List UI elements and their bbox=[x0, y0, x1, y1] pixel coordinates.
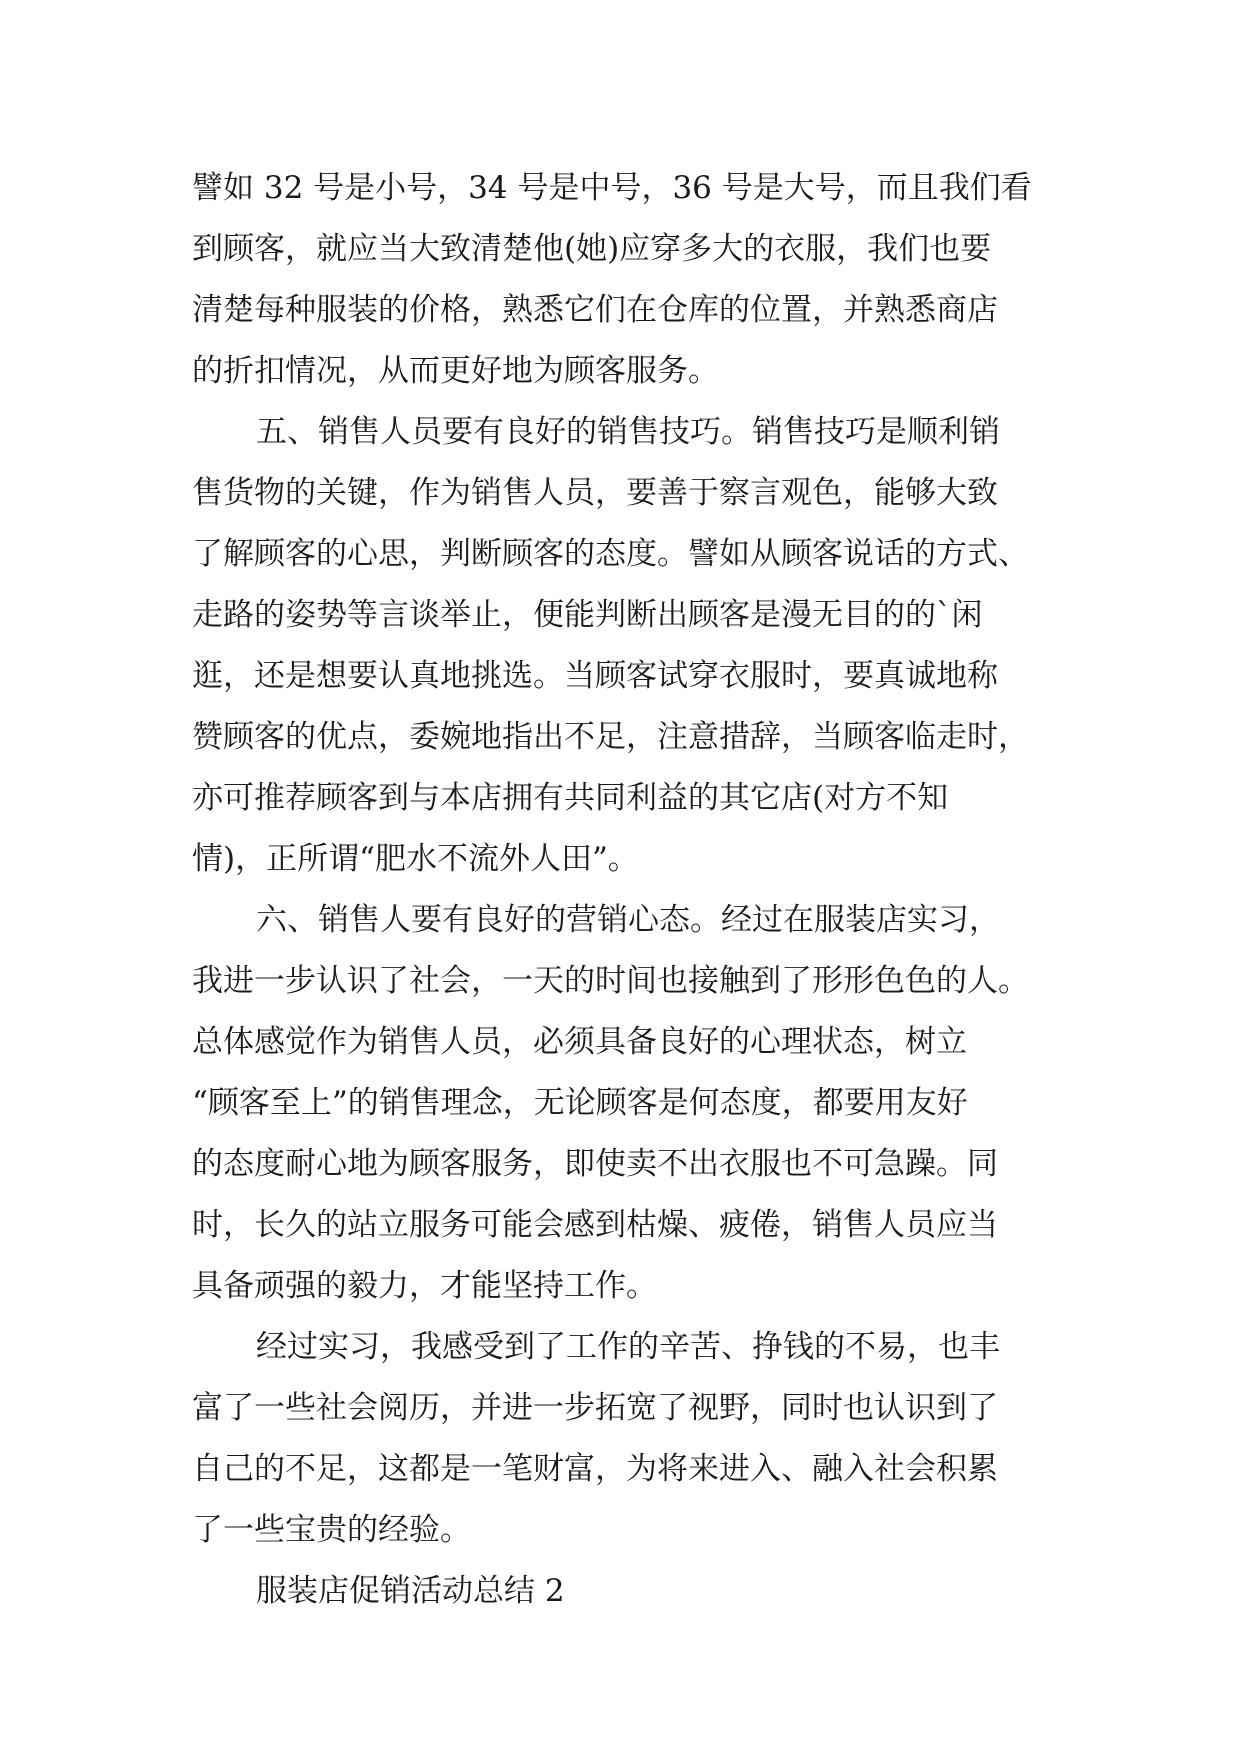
text-line: 清楚每种服装的价格，熟悉它们在仓库的位置，并熟悉商店 bbox=[192, 292, 998, 328]
text-line: 总体感觉作为销售人员，必须具备良好的心理状态，树立 bbox=[192, 1024, 967, 1060]
text-line: 自己的不足，这都是一笔财富，为将来进入、融入社会积累 bbox=[192, 1451, 998, 1487]
text-line: 售货物的关键，作为销售人员，要善于察言观色，能够大致 bbox=[192, 475, 998, 511]
conclusion-first-line: 经过实习，我感受到了工作的辛苦、挣钱的不易，也丰 bbox=[256, 1329, 1000, 1365]
text-line: 走路的姿势等言谈举止，便能判断出顾客是漫无目的的`闲 bbox=[192, 597, 983, 633]
text-line: 了解顾客的心思，判断顾客的态度。譬如从顾客说话的方式、 bbox=[192, 536, 1029, 572]
text-line: 到顾客，就应当大致清楚他(她)应穿多大的衣服，我们也要 bbox=[192, 231, 992, 267]
text-line: 赞顾客的优点，委婉地指出不足，注意措辞，当顾客临走时， bbox=[192, 719, 1029, 755]
text-line: 譬如 32 号是小号，34 号是中号，36 号是大号，而且我们看 bbox=[192, 170, 1032, 206]
text-line: 我进一步认识了社会，一天的时间也接触到了形形色色的人。 bbox=[192, 963, 1029, 999]
paragraph-six-first-line: 六、销售人要有良好的营销心态。经过在服装店实习， bbox=[256, 902, 1000, 938]
text-line: 亦可推荐顾客到与本店拥有共同利益的其它店(对方不知 bbox=[192, 780, 949, 816]
text-line: 富了一些社会阅历，并进一步拓宽了视野，同时也认识到了 bbox=[192, 1390, 998, 1426]
text-line: 的态度耐心地为顾客服务，即使卖不出衣服也不可急躁。同 bbox=[192, 1146, 998, 1182]
paragraph-five-first-line: 五、销售人员要有良好的销售技巧。销售技巧是顺利销 bbox=[256, 414, 1000, 450]
text-line: 逛，还是想要认真地挑选。当顾客试穿衣服时，要真诚地称 bbox=[192, 658, 998, 694]
text-line: 了一些宝贵的经验。 bbox=[192, 1512, 471, 1548]
text-line: “顾客至上”的销售理念，无论顾客是何态度，都要用友好 bbox=[192, 1085, 968, 1121]
text-line: 的折扣情况，从而更好地为顾客服务。 bbox=[192, 353, 719, 389]
text-line: 时，长久的站立服务可能会感到枯燥、疲倦，销售人员应当 bbox=[192, 1207, 998, 1243]
body-text bbox=[192, 158, 1050, 1622]
text-line: 具备顽强的毅力，才能坚持工作。 bbox=[192, 1268, 657, 1304]
section-heading: 服装店促销活动总结 2 bbox=[256, 1573, 565, 1609]
text-line: 情)，正所谓“肥水不流外人田”。 bbox=[192, 841, 639, 877]
